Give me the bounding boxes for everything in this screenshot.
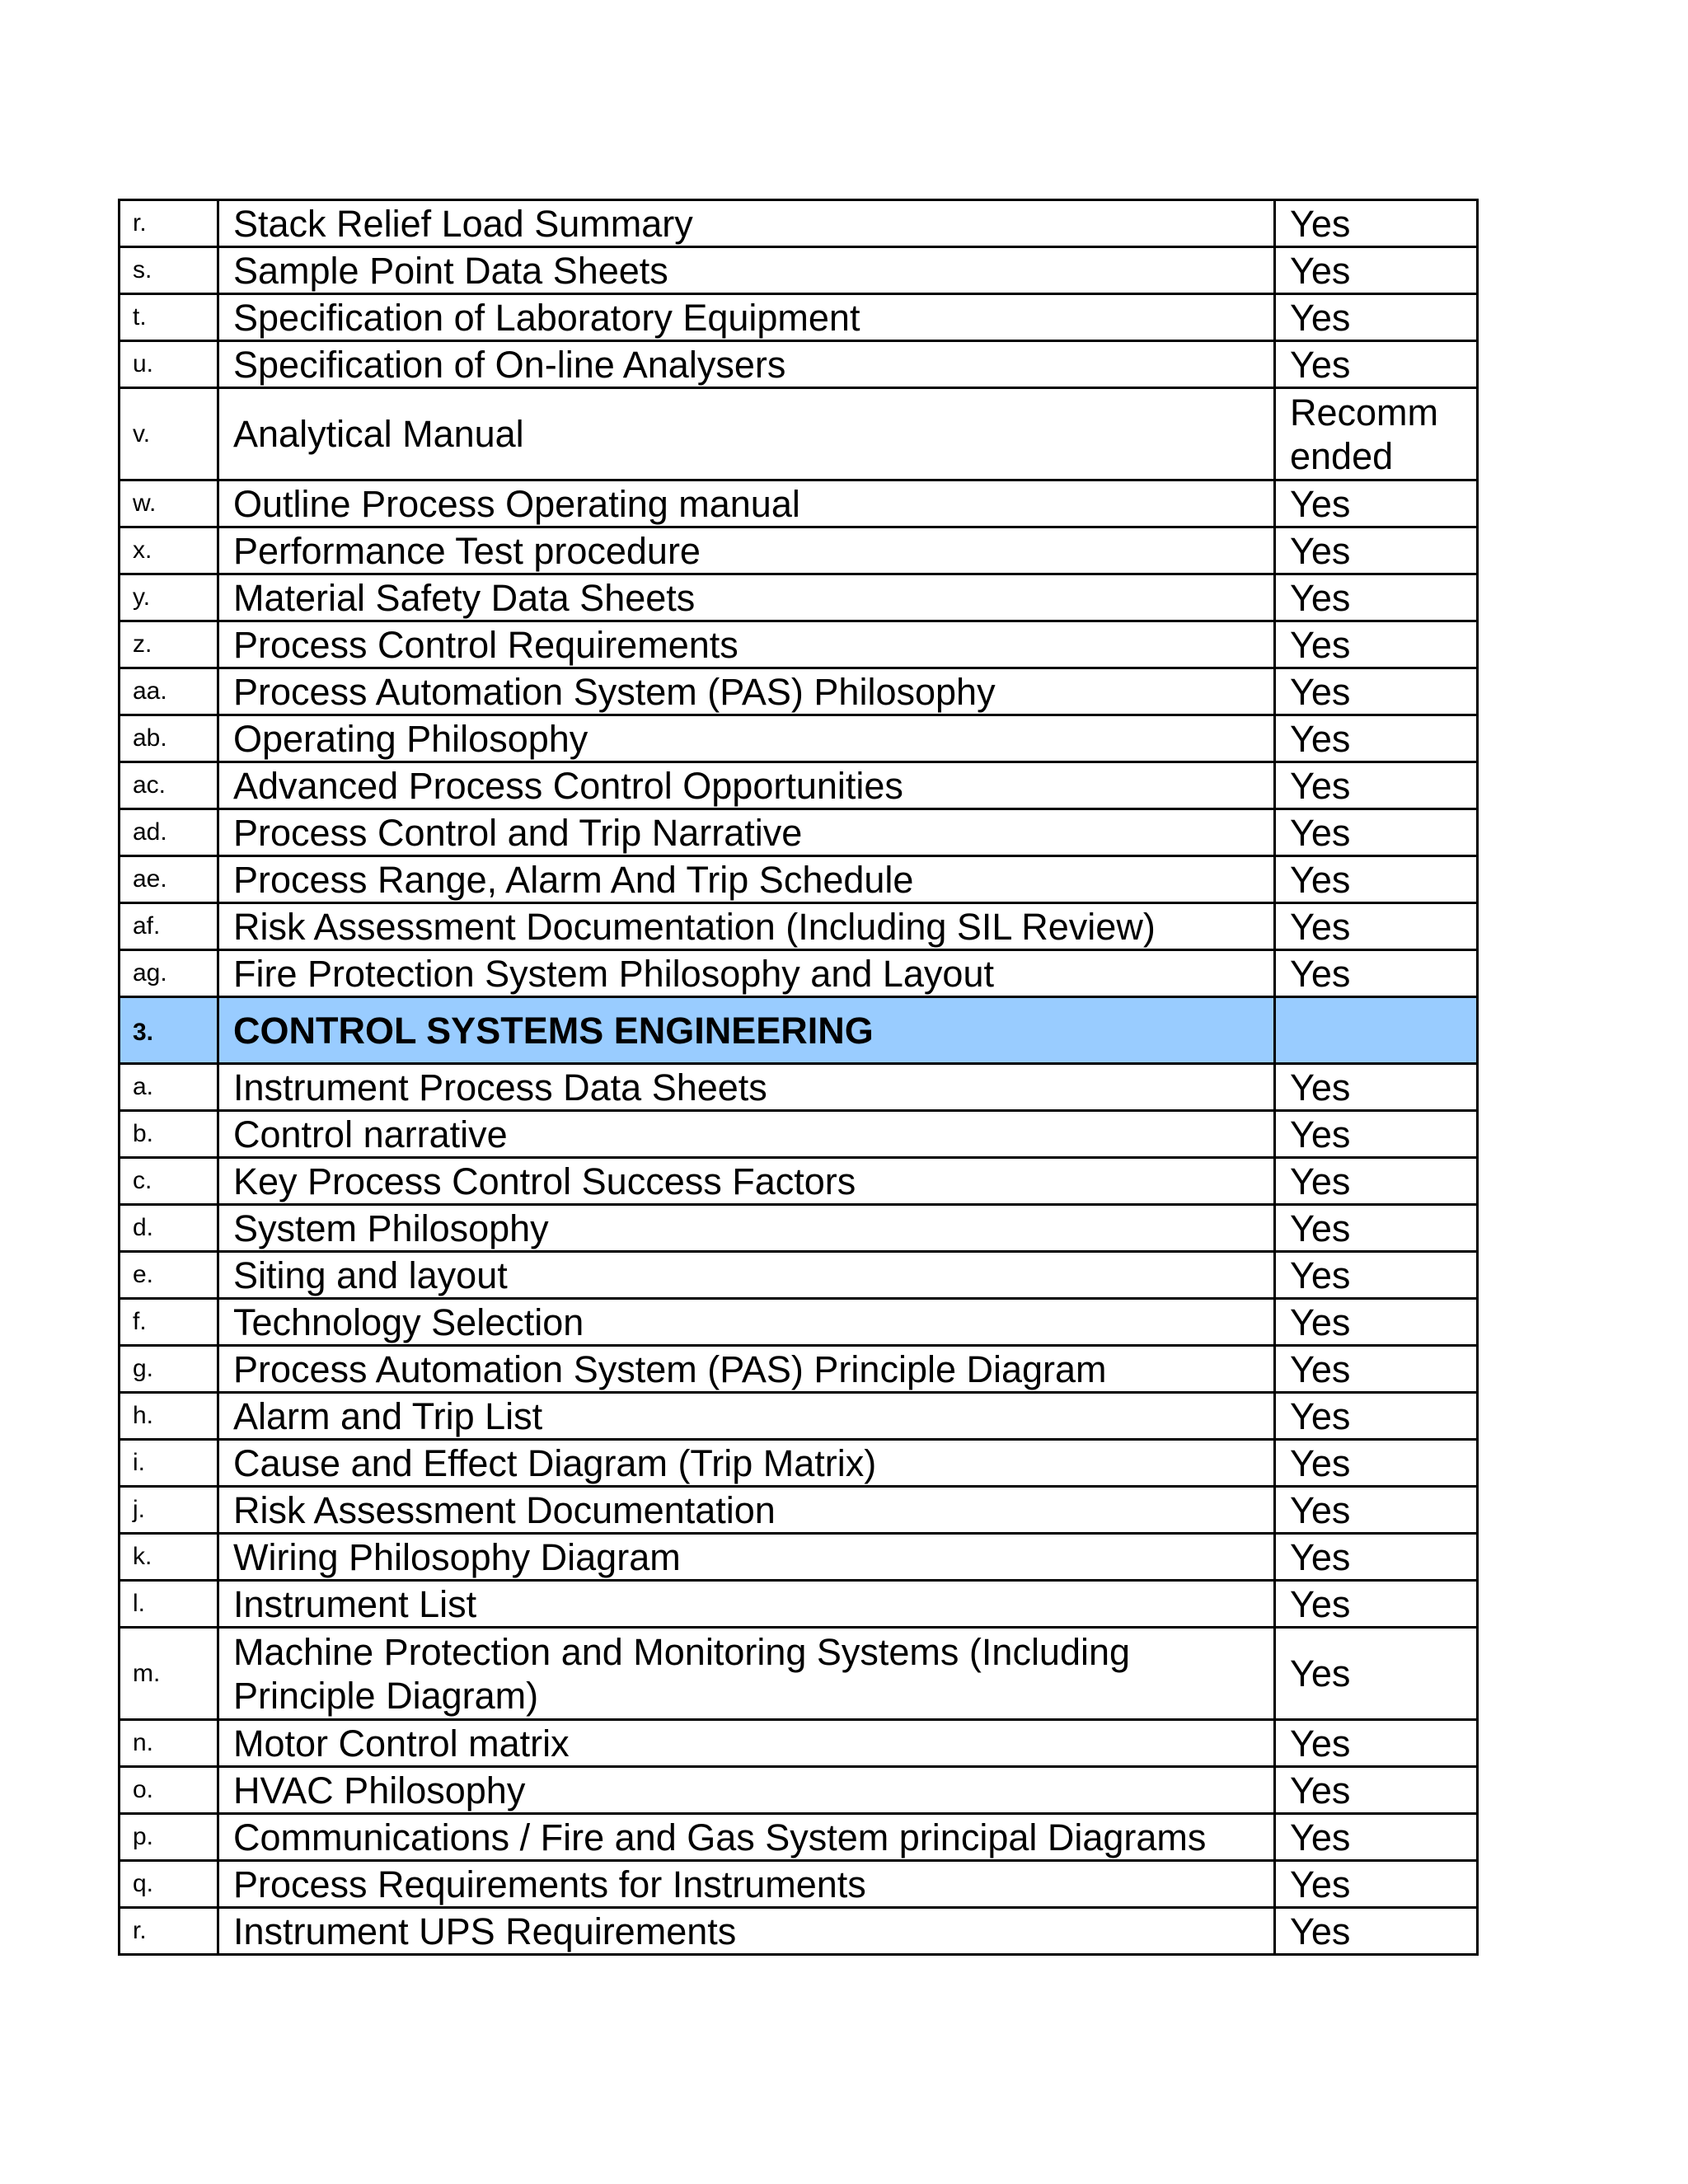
item-status: Yes xyxy=(1275,1111,1478,1158)
item-status: Yes xyxy=(1275,247,1478,294)
table-row xyxy=(120,903,1478,950)
item-id: n. xyxy=(120,1720,218,1767)
item-id: m. xyxy=(120,1628,218,1720)
item-description: Material Safety Data Sheets xyxy=(218,574,1275,621)
item-description: Process Range, Alarm And Trip Schedule xyxy=(218,856,1275,903)
table-row xyxy=(120,856,1478,903)
item-status: Yes xyxy=(1275,574,1478,621)
item-id: w. xyxy=(120,480,218,527)
item-description: Instrument List xyxy=(218,1581,1275,1628)
item-id: a. xyxy=(120,1064,218,1111)
item-description: Motor Control matrix xyxy=(218,1720,1275,1767)
table-row xyxy=(120,1814,1478,1861)
item-id: e. xyxy=(120,1252,218,1299)
item-id: y. xyxy=(120,574,218,621)
item-description: Stack Relief Load Summary xyxy=(218,200,1275,247)
table-row xyxy=(120,1393,1478,1440)
item-description: Process Control Requirements xyxy=(218,621,1275,668)
table-row xyxy=(120,1252,1478,1299)
item-status: Yes xyxy=(1275,1299,1478,1346)
item-id: t. xyxy=(120,294,218,341)
item-status: Yes xyxy=(1275,1393,1478,1440)
item-id: o. xyxy=(120,1767,218,1814)
item-id: j. xyxy=(120,1487,218,1534)
item-description: Outline Process Operating manual xyxy=(218,480,1275,527)
item-description: Process Control and Trip Narrative xyxy=(218,809,1275,856)
item-status: Yes xyxy=(1275,1814,1478,1861)
item-id: g. xyxy=(120,1346,218,1393)
item-status: Yes xyxy=(1275,1158,1478,1205)
item-id: aa. xyxy=(120,668,218,715)
item-id: z. xyxy=(120,621,218,668)
item-status: Yes xyxy=(1275,1581,1478,1628)
table-row xyxy=(120,200,1478,247)
item-id: r. xyxy=(120,1908,218,1955)
item-status: Yes xyxy=(1275,621,1478,668)
item-status: Yes xyxy=(1275,1861,1478,1908)
table-row xyxy=(120,950,1478,997)
item-id: i. xyxy=(120,1440,218,1487)
item-description: Process Automation System (PAS) Philosophy xyxy=(218,668,1275,715)
item-description: HVAC Philosophy xyxy=(218,1767,1275,1814)
table-row xyxy=(120,1581,1478,1628)
item-status: Yes xyxy=(1275,1346,1478,1393)
item-status: Yes xyxy=(1275,1720,1478,1767)
table-body xyxy=(120,200,1478,1955)
item-status: Yes xyxy=(1275,950,1478,997)
table-row xyxy=(120,1908,1478,1955)
item-description: Siting and layout xyxy=(218,1252,1275,1299)
item-id: q. xyxy=(120,1861,218,1908)
item-status: Yes xyxy=(1275,856,1478,903)
table-row xyxy=(120,1628,1478,1720)
table-row xyxy=(120,1534,1478,1581)
item-id: ag. xyxy=(120,950,218,997)
item-id: u. xyxy=(120,341,218,388)
table-row xyxy=(120,1440,1478,1487)
deliverables-table xyxy=(118,199,1479,1956)
item-description: Machine Protection and Monitoring Systems (Including Principle Diagram) xyxy=(218,1628,1275,1720)
item-status: Yes xyxy=(1275,200,1478,247)
item-id: h. xyxy=(120,1393,218,1440)
item-status: Yes xyxy=(1275,1767,1478,1814)
item-status: Yes xyxy=(1275,903,1478,950)
item-status: Yes xyxy=(1275,1628,1478,1720)
item-id: ac. xyxy=(120,762,218,809)
item-description: Process Automation System (PAS) Principle Diagram xyxy=(218,1346,1275,1393)
item-id: ad. xyxy=(120,809,218,856)
item-description: Risk Assessment Documentation xyxy=(218,1487,1275,1534)
item-id: x. xyxy=(120,527,218,574)
item-id: d. xyxy=(120,1205,218,1252)
item-description: Instrument Process Data Sheets xyxy=(218,1064,1275,1111)
item-description: Performance Test procedure xyxy=(218,527,1275,574)
item-description: Specification of On-line Analysers xyxy=(218,341,1275,388)
item-status: Yes xyxy=(1275,1064,1478,1111)
item-status: Yes xyxy=(1275,294,1478,341)
item-description: Key Process Control Success Factors xyxy=(218,1158,1275,1205)
item-id: ae. xyxy=(120,856,218,903)
table-row xyxy=(120,388,1478,480)
item-description: System Philosophy xyxy=(218,1205,1275,1252)
item-status: Yes xyxy=(1275,1534,1478,1581)
item-status: Yes xyxy=(1275,1205,1478,1252)
table-row xyxy=(120,762,1478,809)
table-row xyxy=(120,621,1478,668)
table-row xyxy=(120,480,1478,527)
item-id: 3. xyxy=(120,997,218,1064)
table-row xyxy=(120,341,1478,388)
item-description: Operating Philosophy xyxy=(218,715,1275,762)
item-status: Yes xyxy=(1275,1440,1478,1487)
table-row xyxy=(120,1487,1478,1534)
item-description: CONTROL SYSTEMS ENGINEERING xyxy=(218,997,1275,1064)
item-description: Instrument UPS Requirements xyxy=(218,1908,1275,1955)
item-description: Process Requirements for Instruments xyxy=(218,1861,1275,1908)
item-description: Technology Selection xyxy=(218,1299,1275,1346)
item-id: af. xyxy=(120,903,218,950)
item-description: Cause and Effect Diagram (Trip Matrix) xyxy=(218,1440,1275,1487)
item-status: Yes xyxy=(1275,1908,1478,1955)
item-id: f. xyxy=(120,1299,218,1346)
table-row xyxy=(120,527,1478,574)
item-description: Specification of Laboratory Equipment xyxy=(218,294,1275,341)
table-row xyxy=(120,1158,1478,1205)
item-id: s. xyxy=(120,247,218,294)
item-id: r. xyxy=(120,200,218,247)
item-description: Wiring Philosophy Diagram xyxy=(218,1534,1275,1581)
table-row xyxy=(120,1299,1478,1346)
item-description: Alarm and Trip List xyxy=(218,1393,1275,1440)
table-row xyxy=(120,1111,1478,1158)
table-row xyxy=(120,668,1478,715)
table-row xyxy=(120,294,1478,341)
table-row xyxy=(120,1346,1478,1393)
item-status: Yes xyxy=(1275,762,1478,809)
item-status: Yes xyxy=(1275,480,1478,527)
item-id: ab. xyxy=(120,715,218,762)
item-status: Yes xyxy=(1275,715,1478,762)
table-row xyxy=(120,1861,1478,1908)
item-description: Control narrative xyxy=(218,1111,1275,1158)
table-row xyxy=(120,1205,1478,1252)
item-status: Yes xyxy=(1275,668,1478,715)
item-description: Sample Point Data Sheets xyxy=(218,247,1275,294)
item-status: Yes xyxy=(1275,809,1478,856)
section-header-row xyxy=(120,997,1478,1064)
item-description: Analytical Manual xyxy=(218,388,1275,480)
item-id: p. xyxy=(120,1814,218,1861)
table-row xyxy=(120,1064,1478,1111)
item-id: l. xyxy=(120,1581,218,1628)
item-status: Yes xyxy=(1275,1252,1478,1299)
table-row xyxy=(120,715,1478,762)
item-status: Yes xyxy=(1275,1487,1478,1534)
item-description: Communications / Fire and Gas System principal Diagrams xyxy=(218,1814,1275,1861)
item-id: v. xyxy=(120,388,218,480)
item-id: c. xyxy=(120,1158,218,1205)
item-description: Advanced Process Control Opportunities xyxy=(218,762,1275,809)
item-description: Fire Protection System Philosophy and Layout xyxy=(218,950,1275,997)
item-id: k. xyxy=(120,1534,218,1581)
item-status: Recomm ended xyxy=(1275,388,1478,480)
item-status xyxy=(1275,997,1478,1064)
item-description: Risk Assessment Documentation (Including SIL Review) xyxy=(218,903,1275,950)
table-row xyxy=(120,809,1478,856)
item-status: Yes xyxy=(1275,527,1478,574)
table-row xyxy=(120,574,1478,621)
table-row xyxy=(120,1767,1478,1814)
item-status: Yes xyxy=(1275,341,1478,388)
table-row xyxy=(120,1720,1478,1767)
table-row xyxy=(120,247,1478,294)
item-id: b. xyxy=(120,1111,218,1158)
